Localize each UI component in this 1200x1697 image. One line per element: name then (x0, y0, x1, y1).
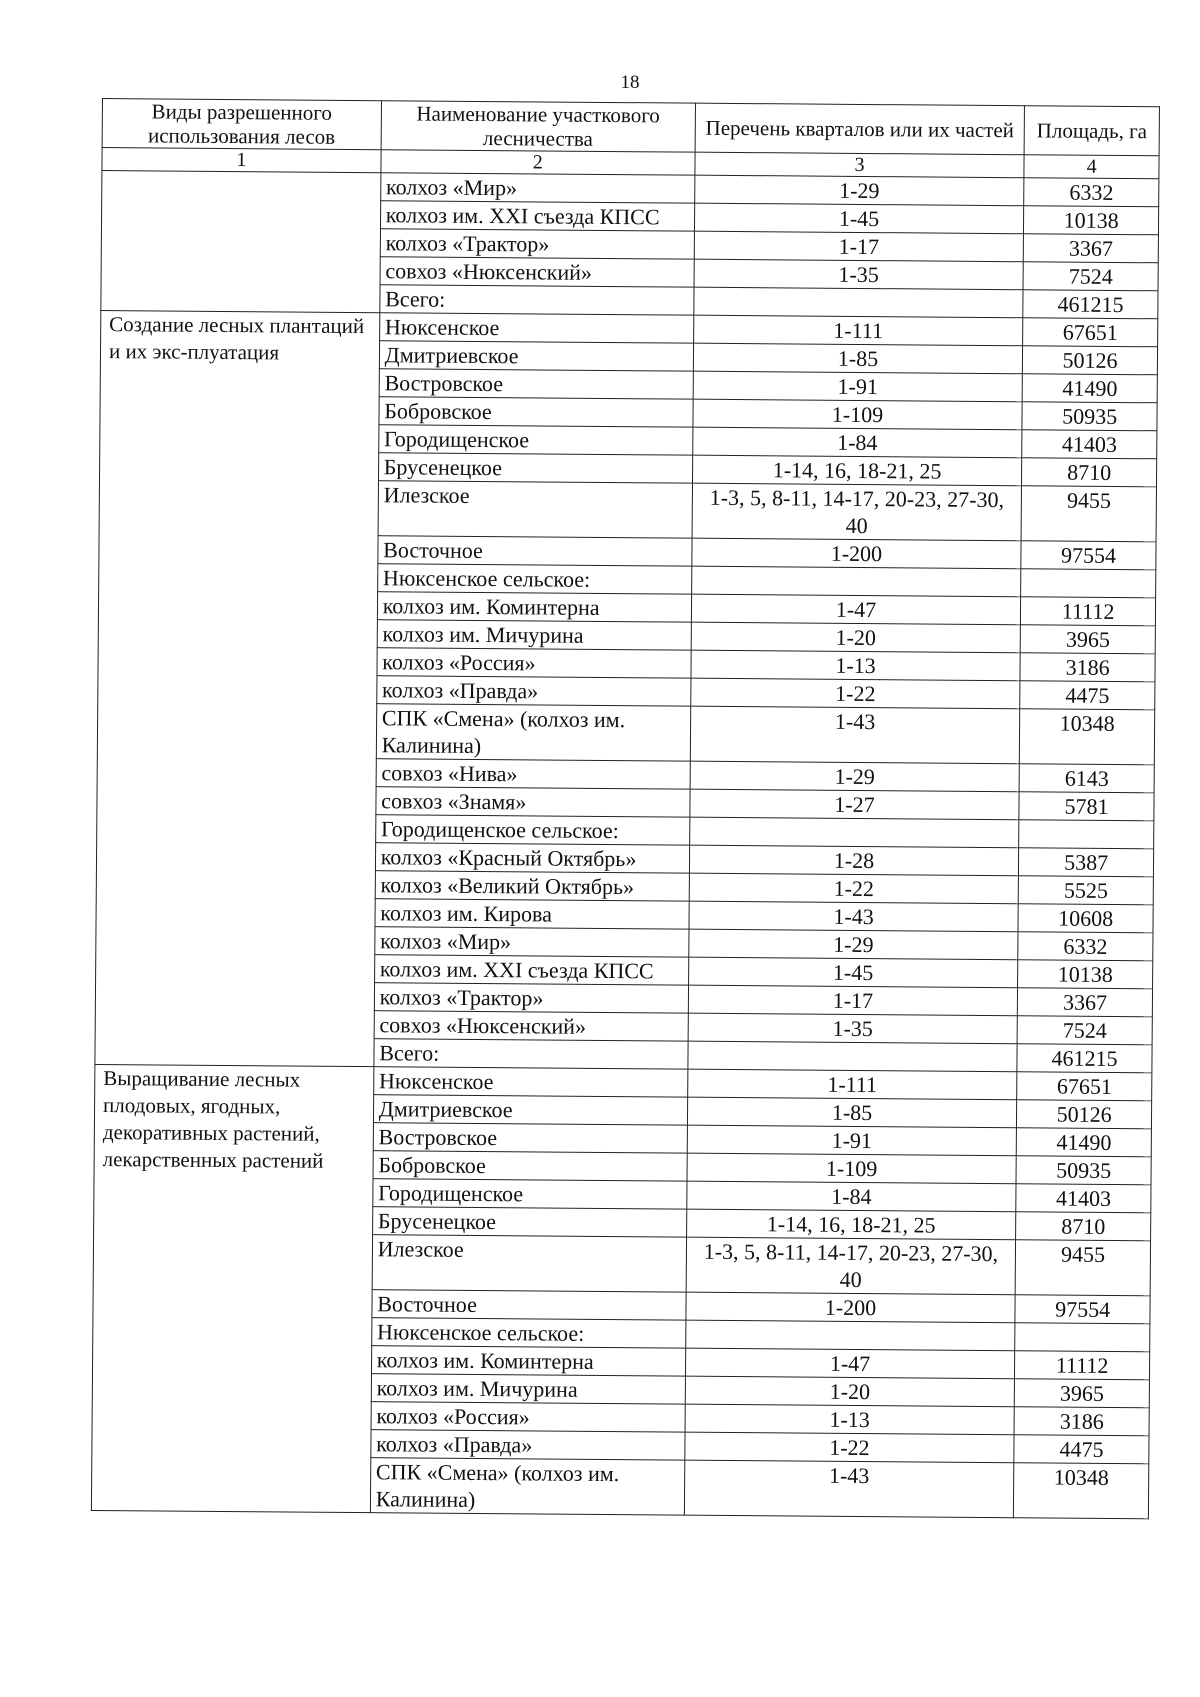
forestry-name-cell: колхоз «Россия» (371, 1402, 685, 1432)
quarters-cell: 1-109 (693, 399, 1023, 430)
quarters-cell: 1-91 (687, 1125, 1017, 1156)
forestry-name-cell: колхоз им. XXI съезда КПСС (380, 201, 694, 231)
area-cell: 11112 (1015, 1351, 1150, 1380)
table-body (91, 171, 1158, 1519)
header-forestry-name: Наименование участкового лесничества (381, 101, 695, 152)
quarters-cell: 1-91 (693, 371, 1023, 402)
area-cell: 50126 (1017, 1100, 1152, 1129)
forestry-name-cell: СПК «Смена» (колхоз им. Калинина) (376, 704, 690, 761)
table-header (102, 99, 1160, 179)
forestry-name-cell: колхоз «Мир» (375, 927, 689, 957)
forestry-name-cell: Брусенецкое (372, 1207, 686, 1237)
area-cell: 461215 (1023, 290, 1158, 319)
area-cell: 67651 (1017, 1072, 1152, 1101)
header-row (102, 99, 1159, 156)
quarters-cell: 1-20 (685, 1376, 1015, 1407)
area-cell: 3965 (1020, 625, 1155, 654)
area-cell: 6332 (1018, 932, 1153, 961)
area-cell: 5387 (1019, 848, 1154, 877)
quarters-cell: 1-29 (694, 175, 1024, 206)
header-area: Площадь, га (1024, 106, 1159, 156)
forestry-name-cell: колхоз «Трактор» (374, 983, 688, 1013)
forestry-name-cell: колхоз им. Мичурина (371, 1374, 685, 1404)
page-number: 18 (620, 72, 640, 93)
quarters-cell: 1-84 (687, 1181, 1017, 1212)
forestry-name-cell: Востровское (379, 369, 693, 399)
area-cell: 3186 (1014, 1407, 1149, 1436)
area-cell: 10348 (1020, 709, 1155, 765)
quarters-cell: 1-111 (693, 315, 1023, 346)
forestry-name-cell: СПК «Смена» (колхоз им. Калинина) (370, 1458, 684, 1515)
quarters-cell (688, 1041, 1018, 1072)
area-cell: 3367 (1024, 234, 1159, 263)
forestry-name-cell: Всего: (380, 285, 694, 315)
quarters-cell: 1-35 (688, 1013, 1018, 1044)
header-use-type: Виды разрешенного использования лесов (102, 99, 381, 150)
column-number: 3 (695, 152, 1025, 178)
use-type-cell (101, 171, 381, 313)
forestry-name-cell: Илезское (372, 1235, 686, 1292)
quarters-cell: 1-45 (694, 203, 1024, 234)
area-cell: 10138 (1024, 206, 1159, 235)
quarters-cell (685, 1320, 1015, 1351)
forestry-name-cell: Восточное (378, 536, 692, 566)
quarters-cell: 1-85 (693, 343, 1023, 374)
forestry-name-cell: колхоз им. Кирова (375, 899, 689, 929)
quarters-cell: 1-17 (694, 231, 1024, 262)
quarters-cell: 1-84 (692, 427, 1022, 458)
area-cell: 10608 (1018, 904, 1153, 933)
area-cell: 3186 (1020, 653, 1155, 682)
forestry-name-cell: Нюксенское сельское: (377, 564, 691, 594)
area-cell (1019, 820, 1154, 849)
area-cell: 8710 (1016, 1212, 1151, 1241)
forestry-name-cell: Нюксенское сельское: (371, 1318, 685, 1348)
forestry-name-cell: колхоз «Великий Октябрь» (375, 871, 689, 901)
area-cell: 6143 (1019, 764, 1154, 793)
column-number: 4 (1024, 155, 1159, 179)
quarters-cell: 1-43 (690, 706, 1020, 764)
forestry-name-cell: Всего: (374, 1039, 688, 1069)
forestry-name-cell: колхоз им. Коминтерна (371, 1346, 685, 1376)
quarters-cell: 1-20 (691, 622, 1021, 653)
forestry-name-cell: колхоз им. Мичурина (377, 620, 691, 650)
forestry-name-cell: Илезское (378, 481, 692, 538)
header-quarters: Перечень кварталов или их частей (695, 103, 1025, 155)
forestry-name-cell: Бобровское (373, 1151, 687, 1181)
area-cell: 97554 (1021, 541, 1156, 570)
quarters-cell (694, 287, 1024, 318)
forestry-name-cell: совхоз «Нива» (376, 759, 690, 789)
forestry-name-cell: Бобровское (379, 397, 693, 427)
quarters-cell: 1-13 (691, 650, 1021, 681)
area-cell: 9455 (1021, 486, 1156, 542)
area-cell: 97554 (1015, 1295, 1150, 1324)
quarters-cell: 1-111 (687, 1069, 1017, 1100)
quarters-cell: 1-35 (694, 259, 1024, 290)
quarters-cell (691, 566, 1021, 597)
quarters-cell: 1-28 (689, 845, 1019, 876)
area-cell: 10138 (1018, 960, 1153, 989)
area-cell: 11112 (1021, 597, 1156, 626)
area-cell: 461215 (1017, 1044, 1152, 1073)
area-cell: 50935 (1022, 402, 1157, 431)
area-cell: 50935 (1016, 1156, 1151, 1185)
forestry-name-cell: Востровское (373, 1123, 687, 1153)
quarters-cell: 1-200 (692, 538, 1022, 569)
forestry-name-cell: совхоз «Нюксенский» (380, 257, 694, 287)
quarters-cell: 1-109 (687, 1153, 1017, 1184)
forestry-name-cell: колхоз «Правда» (377, 676, 691, 706)
column-number: 1 (102, 148, 381, 173)
forestry-name-cell: колхоз «Трактор» (380, 229, 694, 259)
forest-use-table (91, 98, 1160, 1519)
quarters-cell: 1-47 (691, 594, 1021, 625)
forestry-name-cell: совхоз «Нюксенский» (374, 1011, 688, 1041)
forestry-name-cell: колхоз «Россия» (377, 648, 691, 678)
quarters-cell: 1-29 (690, 761, 1020, 792)
quarters-cell: 1-22 (685, 1432, 1015, 1463)
forestry-name-cell: совхоз «Знамя» (376, 787, 690, 817)
forestry-name-cell: Брусенецкое (378, 453, 692, 483)
forestry-name-cell: колхоз «Правда» (371, 1430, 685, 1460)
area-cell: 8710 (1022, 458, 1157, 487)
quarters-cell: 1-13 (685, 1404, 1015, 1435)
area-cell: 41490 (1022, 374, 1157, 403)
quarters-cell: 1-22 (690, 678, 1020, 709)
area-cell: 41403 (1022, 430, 1157, 459)
area-cell: 9455 (1015, 1240, 1150, 1296)
area-cell: 5781 (1019, 792, 1154, 821)
area-cell: 4475 (1014, 1435, 1149, 1464)
area-cell: 4475 (1020, 681, 1155, 710)
quarters-cell: 1-27 (690, 789, 1020, 820)
forestry-name-cell: Дмитриевское (373, 1095, 687, 1125)
area-cell: 50126 (1023, 346, 1158, 375)
quarters-cell: 1-22 (689, 873, 1019, 904)
forestry-name-cell: Дмитриевское (379, 341, 693, 371)
forestry-name-cell: колхоз им. XXI съезда КПСС (374, 955, 688, 985)
forestry-name-cell: Городищенское сельское: (375, 815, 689, 845)
area-cell: 67651 (1023, 318, 1158, 347)
forestry-name-cell: колхоз им. Коминтерна (377, 592, 691, 622)
forestry-name-cell: Нюксенское (379, 313, 693, 343)
quarters-cell: 1-29 (689, 929, 1019, 960)
quarters-cell: 1-200 (686, 1292, 1016, 1323)
area-cell: 3367 (1018, 988, 1153, 1017)
quarters-cell: 1-14, 16, 18-21, 25 (692, 455, 1022, 486)
area-cell: 7524 (1017, 1016, 1152, 1045)
area-cell: 41403 (1016, 1184, 1151, 1213)
area-cell: 5525 (1018, 876, 1153, 905)
forestry-name-cell: Городищенское (378, 425, 692, 455)
forestry-name-cell: Восточное (372, 1290, 686, 1320)
area-cell (1021, 569, 1156, 598)
forestry-name-cell: колхоз «Мир» (380, 173, 694, 203)
quarters-cell: 1-3, 5, 8-11, 14-17, 20-23, 27-30, 40 (686, 1237, 1016, 1295)
quarters-cell: 1-43 (684, 1460, 1014, 1518)
quarters-cell (689, 817, 1019, 848)
use-type-cell: Создание лесных плантаций и их экс-плуатация (95, 310, 380, 1066)
column-number: 2 (381, 150, 695, 175)
quarters-cell: 1-17 (688, 985, 1018, 1016)
use-type-cell: Выращивание лесных плодовых, ягодных, декоративных растений, лекарственных растений (91, 1064, 373, 1512)
area-cell: 41490 (1016, 1128, 1151, 1157)
area-cell: 10348 (1014, 1463, 1149, 1519)
quarters-cell: 1-3, 5, 8-11, 14-17, 20-23, 27-30, 40 (692, 483, 1022, 541)
quarters-cell: 1-14, 16, 18-21, 25 (686, 1209, 1016, 1240)
area-cell (1015, 1323, 1150, 1352)
area-cell: 7524 (1023, 262, 1158, 291)
quarters-cell: 1-47 (685, 1348, 1015, 1379)
area-cell: 3965 (1015, 1379, 1150, 1408)
area-cell: 6332 (1024, 178, 1159, 207)
forestry-name-cell: Городищенское (373, 1179, 687, 1209)
quarters-cell: 1-45 (688, 957, 1018, 988)
quarters-cell: 1-85 (687, 1097, 1017, 1128)
forestry-name-cell: Нюксенское (373, 1067, 687, 1097)
quarters-cell: 1-43 (689, 901, 1019, 932)
forestry-name-cell: колхоз «Красный Октябрь» (375, 843, 689, 873)
